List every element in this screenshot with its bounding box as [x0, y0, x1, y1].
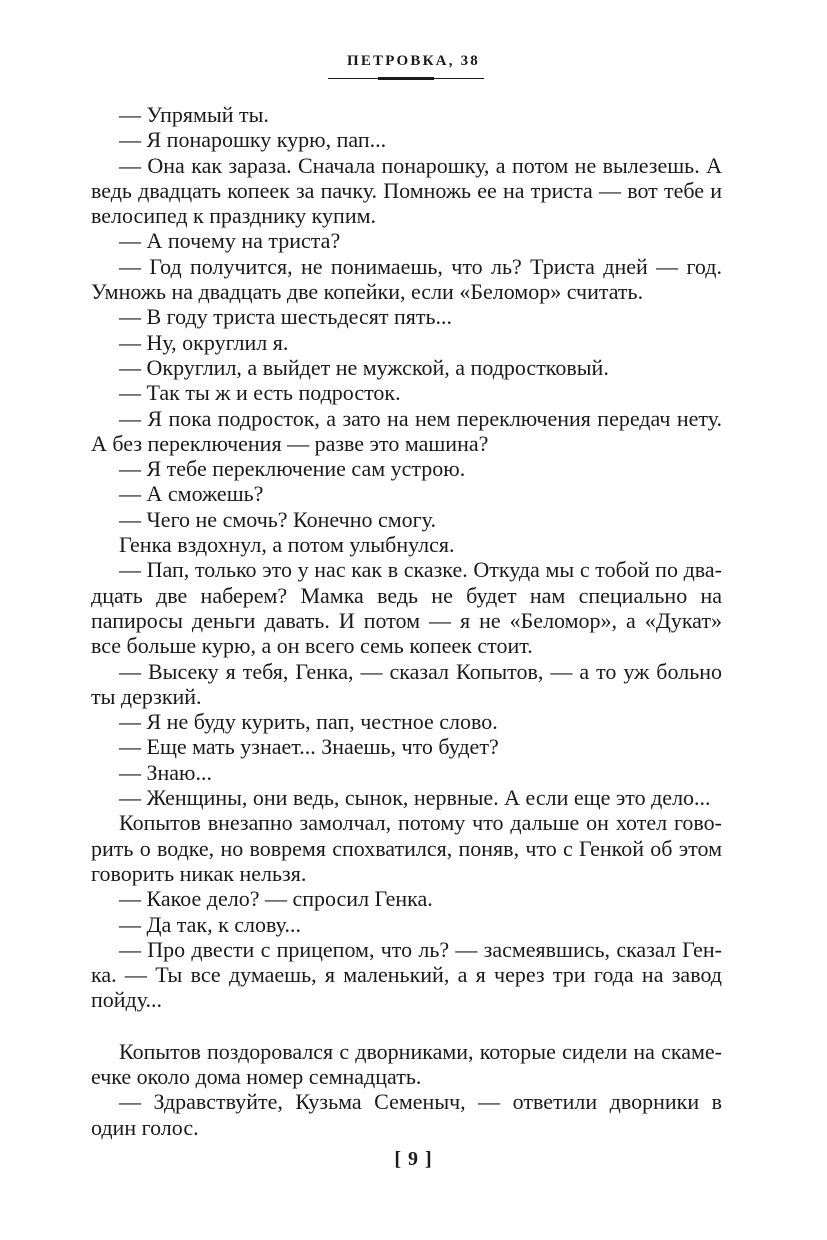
paragraph: — Какое дело? — спросил Генка.: [119, 886, 433, 912]
paragraph: — Год получится, не понимаешь, что ль? Триста дней — год. Умножь на двадцать две копейки, если «Беломор» считать.: [91, 253, 722, 305]
page-body: [91, 102, 722, 1140]
paragraph: — Ну, округлил я.: [119, 329, 289, 355]
paragraph: — Чего не смочь? Конечно смогу.: [119, 506, 436, 532]
paragraph: — В году триста шестьдесят пять...: [119, 304, 452, 330]
paragraph: — Здравствуйте, Кузьма Семеныч, — ответили дворники в один голос.: [91, 1089, 722, 1140]
paragraph: — Я пока подросток, а зато на нем переключения передач нету. А без переключения — разве это машина?: [91, 405, 722, 456]
paragraph: — Так ты ж и есть подросток.: [119, 380, 401, 406]
paragraph: — А сможешь?: [119, 481, 264, 507]
paragraph: — Упрямый ты.: [119, 102, 269, 127]
page-number: [ 9 ]: [394, 1148, 433, 1170]
paragraph: Копытов внезапно замолчал, потому что дальше он хотел говорить о водке, но вовремя спохватился, поняв, что с Генкой об этом говорить никак нельзя.: [91, 810, 722, 886]
paragraph: Генка вздохнул, а потом улыбнулся.: [119, 532, 455, 558]
header-rule-accent: [378, 77, 434, 80]
paragraph: — Про двести с прицепом, что ль? — засмеявшись, сказал Генка. — Ты все думаешь, я маленький, а я через три года на завод пойду...: [91, 936, 722, 1013]
paragraph: — Женщины, они ведь, сынок, нервные. А если еще это дело...: [119, 785, 711, 811]
running-header: [0, 52, 827, 70]
paragraph: — А почему на триста?: [119, 228, 341, 254]
section-break: [91, 1013, 722, 1039]
paragraph: — Высеку я тебя, Генка, — сказал Копытов, — а то уж больно ты дерзкий.: [91, 658, 722, 709]
paragraph: — Еще мать узнает... Знаешь, что будет?: [119, 734, 499, 760]
paragraph: — Пап, только это у нас как в сказке. Откуда мы с тобой по двадцать две наберем? Мамка ведь не будет нам специально на папиросы деньги давать. И потом — я не «Беломор», а «Дукат» все больше курю, а он всего семь копеек стоит.: [91, 557, 722, 659]
paragraph: — Я не буду курить, пап, честное слово.: [119, 709, 498, 735]
running-header-title: ПЕТРОВКА, 38: [346, 53, 481, 69]
paragraph: — Да так, к слову...: [119, 911, 301, 937]
paragraph: — Я тебе переключение сам устрою.: [119, 456, 466, 482]
paragraph: — Она как зараза. Сначала понарошку, а потом не вылезешь. А ведь двадцать копеек за пачку. Помножь ее на триста — вот тебе и велосипед к празднику купим.: [91, 152, 722, 229]
paragraph: — Округлил, а выйдет не мужской, а подростковый.: [119, 354, 609, 380]
paragraph: Копытов поздоровался с дворниками, которые сидели на скамеечке около дома номер семнадцать.: [91, 1038, 722, 1089]
paragraph: — Я понарошку курю, пап...: [119, 127, 387, 153]
paragraph: — Знаю...: [119, 759, 212, 785]
